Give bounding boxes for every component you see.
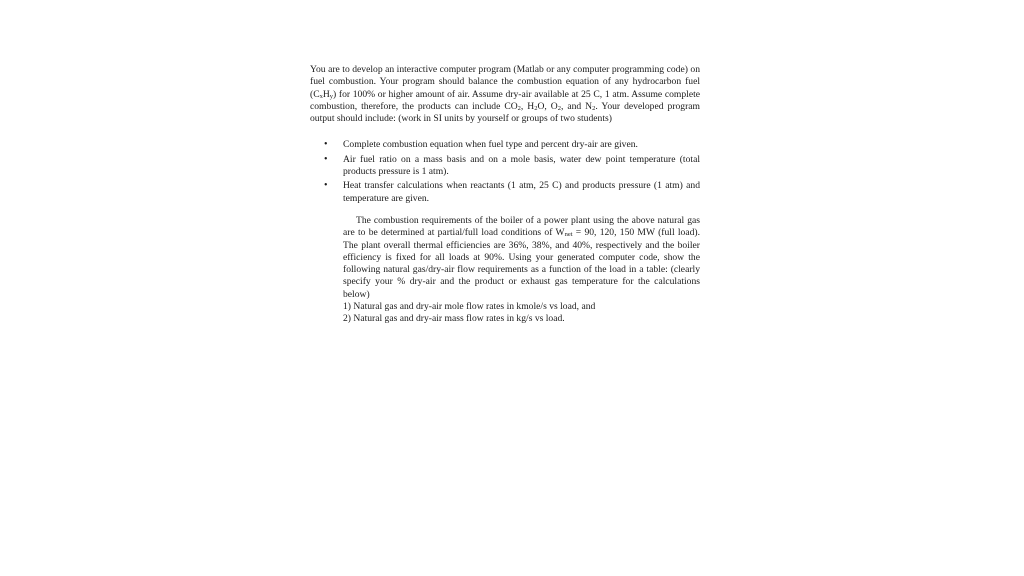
subscript-n2: 2 (592, 104, 596, 112)
bullet-icon: • (324, 153, 328, 165)
subscript-h2o: 2 (534, 104, 538, 112)
bullet-icon: • (324, 139, 328, 151)
combustion-requirements-block (343, 215, 700, 326)
intro-text-6: , and N (560, 100, 593, 112)
requirements-text-1: The combustion requirements of the boiler of a power plant using the above natural gas are to be determined at partial/full load conditions of W (343, 214, 700, 239)
requirements-paragraph (343, 215, 700, 301)
intro-paragraph (310, 64, 700, 125)
list-item (310, 154, 700, 179)
output-requirements-list (310, 139, 700, 204)
list-item (310, 139, 700, 151)
requirements-text-2: = 90, 120, 150 MW (full load). The plant overall thermal efficiencies are 36%, 38%, and 40%, respectively and the boiler efficiency is fixed for all loads at 90%. Using your generated computer code, show the following natural gas/dry-air flow requirements as a function of the load in a table: (clearly specify your % dry-air and the product or exhaust gas temperature for the calculations below) (343, 227, 700, 300)
requirement-item-2: 2) Natural gas and dry-air mass flow rates in kg/s vs load. (343, 313, 565, 325)
list-item (310, 180, 700, 205)
intro-text-7: . Your developed program output should include: (work in SI units by yourself or groups of two students) (310, 100, 701, 125)
requirement-item-1: 1) Natural gas and dry-air mole flow rates in kmole/s vs load, and (343, 301, 596, 313)
assignment-text (310, 64, 700, 326)
intro-text-5: O, O (537, 100, 558, 112)
bullet-icon: • (324, 180, 328, 192)
subscript-o2: 2 (557, 104, 561, 112)
subscript-co2: 2 (517, 104, 521, 112)
intro-text-1: You are to develop an interactive computer program (Matlab or any computer programming code) on fuel combustion. Your program should balance the combustion equation of any hydrocarbon fuel (C (310, 64, 700, 100)
intro-text-4: , H (520, 100, 535, 112)
subscript-net: net (564, 231, 573, 239)
intro-text-3: ) for 100% or higher amount of air. Assume dry-air available at 25 C, 1 atm. Assume complete combustion, therefore, the products can include CO (310, 88, 700, 112)
list-item-text: Air fuel ratio on a mass basis and on a mole basis, water dew point temperature (total products pressure is 1 atm). (343, 153, 700, 178)
list-item-text: Complete combustion equation when fuel type and percent dry-air are given. (343, 139, 638, 151)
subscript-y: y (329, 92, 334, 100)
subscript-x: x (319, 92, 323, 100)
list-item-text: Heat transfer calculations when reactants (1 atm, 25 C) and products pressure (1 atm) and temperature are given. (343, 180, 700, 204)
intro-text-2: H (322, 88, 330, 100)
